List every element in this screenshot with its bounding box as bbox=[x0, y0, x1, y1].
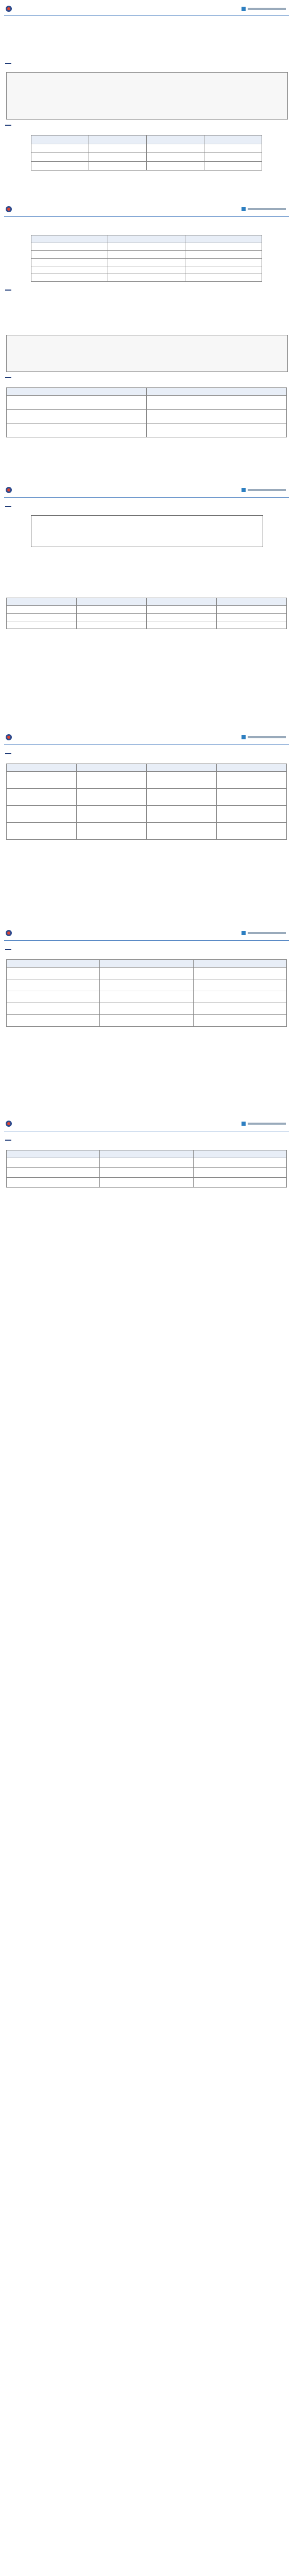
org-logo-icon bbox=[242, 6, 288, 11]
header-divider bbox=[4, 744, 289, 745]
section-title bbox=[5, 505, 11, 507]
org-logo-icon bbox=[242, 735, 288, 740]
body-text bbox=[6, 551, 287, 592]
header-divider bbox=[4, 497, 289, 498]
section-title bbox=[5, 376, 11, 378]
body-text bbox=[6, 223, 287, 232]
org-logo-icon bbox=[242, 930, 288, 936]
government-emblem-icon bbox=[5, 206, 12, 213]
page-header bbox=[0, 484, 293, 496]
body-text bbox=[6, 300, 287, 331]
benefits-table bbox=[6, 959, 287, 1027]
detail-table bbox=[31, 235, 262, 282]
process-box bbox=[31, 515, 263, 547]
body-text bbox=[6, 639, 287, 711]
org-logo-icon bbox=[242, 207, 288, 212]
body-text bbox=[6, 443, 287, 469]
page-header bbox=[0, 204, 293, 215]
overview-table bbox=[31, 135, 262, 171]
page-header bbox=[0, 927, 293, 939]
body-text bbox=[6, 845, 287, 907]
section-title bbox=[5, 1139, 11, 1141]
header-divider bbox=[4, 940, 289, 941]
government-emblem-icon bbox=[5, 734, 12, 741]
government-emblem-icon bbox=[5, 1120, 12, 1127]
section-title bbox=[5, 752, 11, 754]
section-title bbox=[5, 124, 11, 126]
section-title bbox=[5, 62, 11, 64]
page-header bbox=[0, 1118, 293, 1129]
government-emblem-icon bbox=[5, 486, 12, 494]
schedule-table bbox=[6, 598, 287, 629]
government-emblem-icon bbox=[5, 929, 12, 937]
page-header bbox=[0, 3, 293, 14]
body-text bbox=[6, 1195, 287, 1298]
org-logo-icon bbox=[242, 487, 288, 493]
section-title bbox=[5, 289, 11, 291]
info-box bbox=[6, 335, 288, 372]
evaluation-table bbox=[6, 764, 287, 840]
overview-box bbox=[6, 72, 288, 120]
header-divider bbox=[4, 216, 289, 217]
body-text bbox=[6, 1036, 287, 1097]
government-emblem-icon bbox=[5, 5, 12, 12]
header-divider bbox=[4, 15, 289, 16]
requirements-table bbox=[6, 387, 287, 437]
contacts-table bbox=[6, 1150, 287, 1188]
intro-paragraph bbox=[6, 36, 287, 57]
note-text bbox=[6, 175, 287, 185]
page-header bbox=[0, 732, 293, 743]
org-logo-icon bbox=[242, 1121, 288, 1126]
section-title bbox=[5, 948, 11, 950]
